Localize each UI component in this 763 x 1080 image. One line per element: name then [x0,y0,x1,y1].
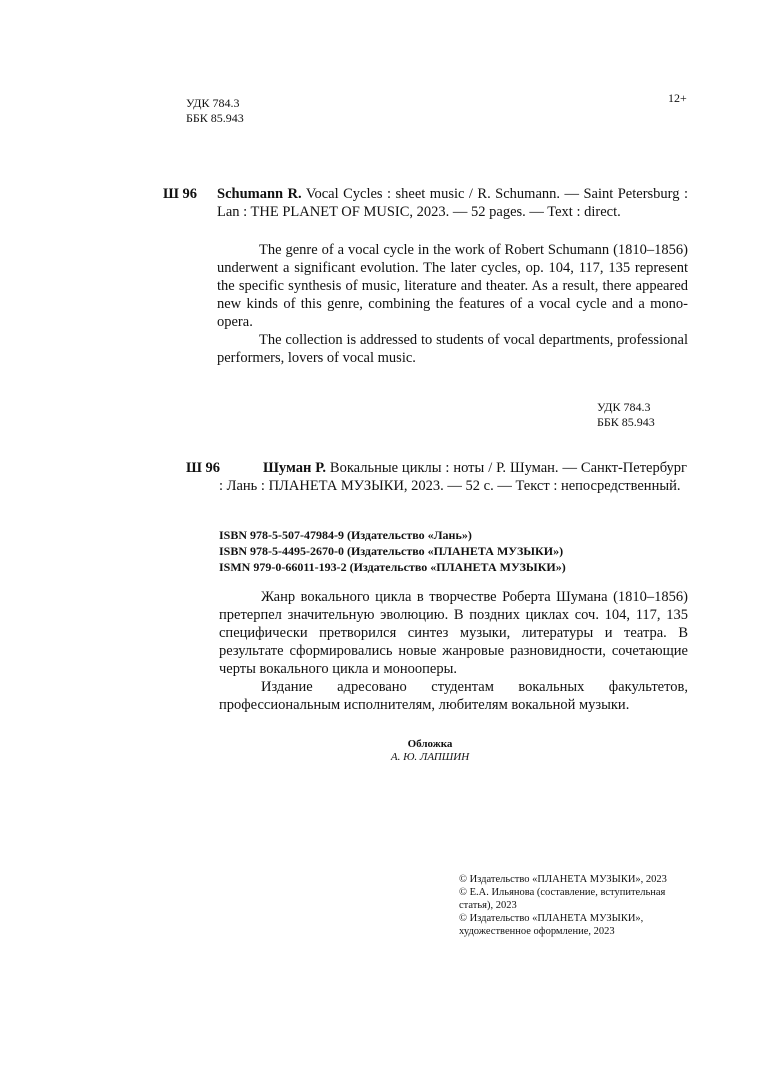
bbk-code-right: ББК 85.943 [597,415,655,429]
english-author: Schumann R. [217,186,302,202]
english-catalog-code: Ш 96 [163,186,198,202]
english-paragraph-1: The genre of a vocal cycle in the work of Robert Schumann (1810–1856) underwent a significant evolution. The later cycles, op. 104, 117, 135 represent the specific synthesis of music, literature and theater. As a result, there appeared new kinds of this genre, combining the features of a vocal cycle and a mono-opera. [217,242,688,330]
cover-artist: А. Ю. ЛАПШИН [390,751,470,763]
russian-paragraph-1: Жанр вокального цикла в творчестве Роберта Шумана (1810–1856) претерпел значительную эволюцию. В поздних циклах соч. 104, 117, 135 специфически претворился синтез музыки, литературы и театра. В результате сформировались новые жанровые разновидности, сочетающие черты вокального цикла и монооперы. [219,589,688,677]
english-annotation [163,241,688,367]
udk-code: УДК 784.3 [186,96,240,110]
english-paragraph-2: The collection is addressed to students of vocal departments, professional performers, lovers of vocal music. [217,332,688,366]
russian-annotation [219,588,688,714]
isbn-planet: ISBN 978-5-4495-2670-0 (Издательство «ПЛАНЕТА МУЗЫКИ») [219,544,564,558]
russian-entry [186,459,687,495]
cover-label: Обложка [407,738,453,750]
russian-author: Шуман Р. [263,460,326,476]
udk-code-right: УДК 784.3 [597,400,651,414]
ismn-planet: ISMN 979-0-66011-193-2 (Издательство «ПЛАНЕТА МУЗЫКИ») [219,560,566,574]
header-classification [186,96,244,126]
russian-bib-record [186,459,687,495]
bbk-code: ББК 85.943 [186,111,244,125]
copyright-line-2: © Е.А. Ильянова (составление, вступительная статья), 2023 [459,887,666,911]
cover-credit [330,738,530,764]
russian-bib-text: Вокальные циклы : ноты / Р. Шуман. — Санкт-Петербург : Лань : ПЛАНЕТА МУЗЫКИ, 2023. — 52 с. — Текст : непосредственный. [219,460,687,494]
russian-catalog-code: Ш 96 [186,460,221,476]
english-bib-record [163,185,688,221]
age-rating: 12+ [668,91,687,105]
isbn-lan: ISBN 978-5-507-47984-9 (Издательство «Лань») [219,528,472,542]
english-bib-text: Vocal Cycles : sheet music / R. Schumann. — Saint Petersburg : Lan : THE PLANET OF MUSIC, 2023. — 52 pages. — Text : direct. [217,186,688,220]
copyright-block [459,873,674,938]
english-entry [163,185,688,367]
copyright-line-3: © Издательство «ПЛАНЕТА МУЗЫКИ», художественное оформление, 2023 [459,913,644,937]
right-classification [597,400,655,430]
russian-paragraph-2: Издание адресовано студентам вокальных факультетов, профессиональным исполнителям, любителям вокальной музыки. [219,679,688,713]
copyright-line-1: © Издательство «ПЛАНЕТА МУЗЫКИ», 2023 [459,874,667,885]
isbn-block [219,527,689,575]
